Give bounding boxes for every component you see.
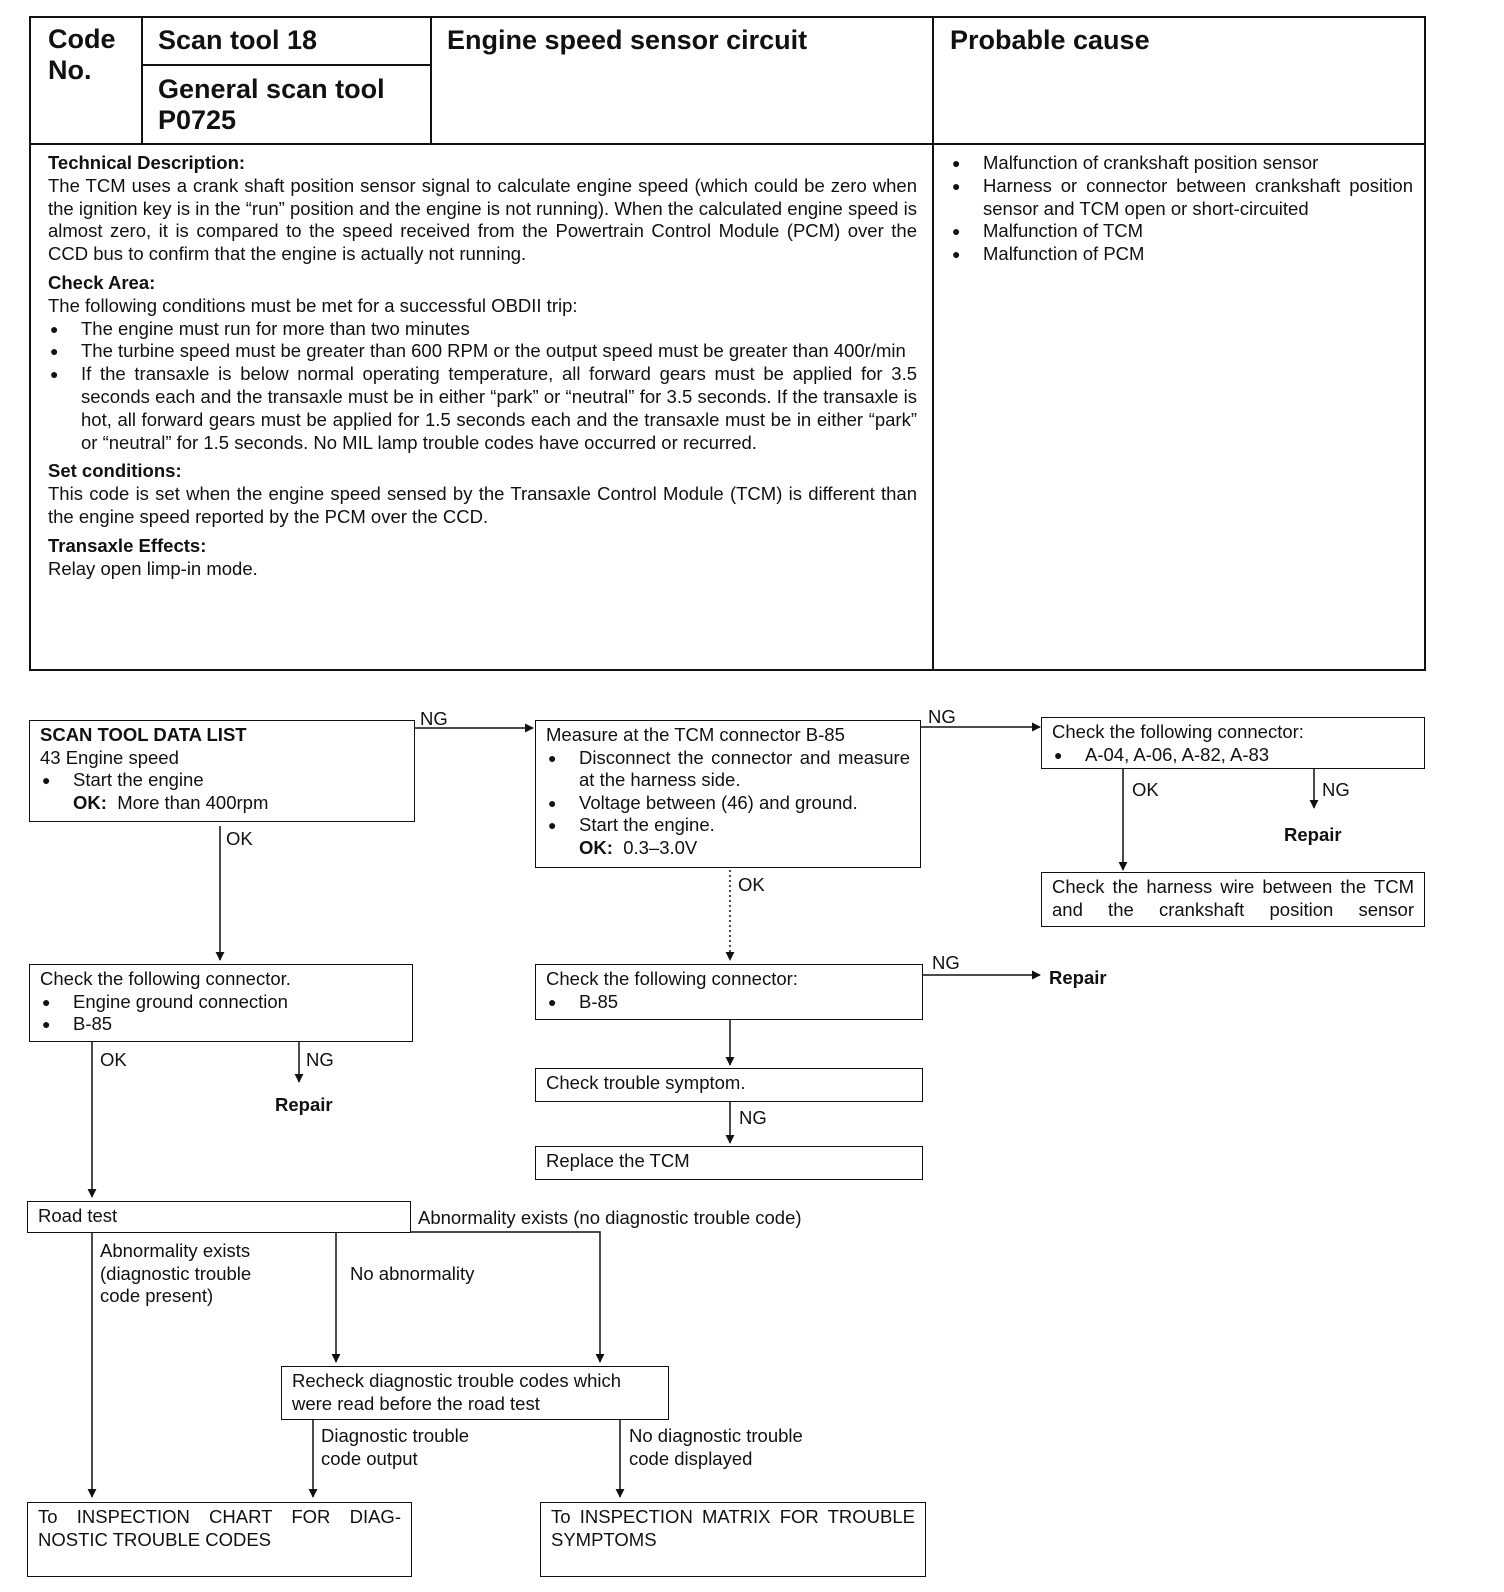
- ok-value: More than 400rpm: [117, 791, 269, 813]
- measure-box-title: Measure at the TCM connector B-85: [546, 724, 845, 745]
- check-connector-ground-list: [40, 991, 402, 1036]
- abnormality-dtc-line: (diagnostic trouble: [100, 1262, 252, 1284]
- dtc-output-line: code output: [321, 1447, 418, 1469]
- recheck-dtc-box: [281, 1366, 669, 1420]
- ok-label: OK: [1132, 779, 1159, 800]
- inspection-matrix-box: [540, 1502, 926, 1577]
- check-connector-b85-box: [535, 964, 923, 1020]
- scan-tool-label: Scan tool 18: [158, 25, 318, 55]
- check-connector-ground-box: [29, 964, 413, 1042]
- no-dtc-line: No diagnostic trouble: [629, 1425, 803, 1446]
- repair-label: Repair: [1284, 824, 1342, 845]
- replace-tcm-box: [535, 1146, 923, 1180]
- dtc-output-label: [321, 1425, 469, 1470]
- transaxle-effects-heading: Transaxle Effects:: [48, 534, 207, 556]
- measure-box-bullet: ● Voltage between (46) and ground.: [546, 792, 910, 815]
- ok-label: OK: [100, 1049, 127, 1070]
- check-connector-ground-bullet: ● Engine ground connection: [40, 991, 402, 1014]
- abnormality-dtc-label: [100, 1240, 251, 1308]
- scan-tool-box-list: [40, 769, 404, 792]
- scan-tool-box-item: 43 Engine speed: [40, 746, 179, 768]
- check-area-item: ● If the transaxle is below normal operating temperature, all forward gears must be applied for 3.5 seconds each and the transaxle must be in either “park” or “neutral” for 3.5 seconds. If the transaxle is hot, all forward gears must be applied for 1.5 seconds each and the transaxle must be in either “park” or “neutral” for 1.5 seconds. No MIL lamp trouble codes have occurred or recurred.: [48, 363, 917, 454]
- check-connector-a-title: Check the following connector:: [1052, 721, 1304, 742]
- inspection-chart-text: To INSPECTION CHART FOR DIAG-NOSTIC TROUBLE CODES: [38, 1506, 401, 1550]
- check-trouble-symptom-box: [535, 1068, 923, 1102]
- scan-tool-box-title: SCAN TOOL DATA LIST: [40, 724, 247, 745]
- repair-label: Repair: [275, 1094, 333, 1115]
- probable-cause-item: ● Malfunction of TCM: [950, 220, 1413, 243]
- check-connector-b85-list: [546, 991, 912, 1014]
- ok-value: 0.3–3.0V: [623, 836, 698, 858]
- general-scan-tool-text: General scan tool: [158, 74, 385, 104]
- abnormality-dtc-line: Abnormality exists: [100, 1240, 251, 1261]
- ng-label: NG: [928, 706, 956, 727]
- check-area-item: ● The engine must run for more than two minutes: [48, 318, 917, 341]
- dtc-output-line: Diagnostic trouble: [321, 1425, 470, 1446]
- ng-label: NG: [420, 708, 448, 729]
- check-connector-a-list: [1052, 744, 1414, 767]
- measure-box-bullet: ● Disconnect the connector and measure at the harness side.: [546, 747, 910, 792]
- measure-tcm-connector-box: [535, 720, 921, 868]
- check-area-intro: The following conditions must be met for a successful OBDII trip:: [48, 294, 578, 316]
- replace-tcm-text: Replace the TCM: [546, 1150, 690, 1171]
- measure-box-list: [546, 747, 910, 837]
- probable-cause-item: ● Malfunction of crankshaft position sensor: [950, 152, 1413, 175]
- set-conditions-heading: Set conditions:: [48, 460, 182, 482]
- abnormality-no-dtc-label: Abnormality exists (no diagnostic trouble code): [418, 1207, 802, 1228]
- check-harness-wire-text: Check the harness wire between the TCM and the crankshaft position sensor: [1052, 876, 1414, 920]
- probable-cause-item: ● Harness or connector between crankshaft position sensor and TCM open or short-circuited: [950, 175, 1413, 221]
- probable-cause-heading: Probable cause: [950, 25, 1150, 55]
- technical-description-heading: Technical Description:: [48, 152, 246, 173]
- check-connector-ground-title: Check the following connector.: [40, 968, 291, 989]
- ok-label: OK: [226, 828, 253, 849]
- check-connector-b85-title: Check the following connector:: [546, 968, 798, 989]
- no-abnormality-label: No abnormality: [350, 1263, 475, 1284]
- ng-label: NG: [739, 1107, 767, 1128]
- dtc-code: P0725: [158, 105, 237, 135]
- recheck-dtc-text: Recheck diagnostic trouble codes which were read before the road test: [292, 1370, 622, 1414]
- measure-box-ok: [546, 837, 910, 860]
- set-conditions-text: This code is set when the engine speed sensed by the Transaxle Control Module (TCM) is different than the engine speed reported by the PCM over the CCD.: [48, 483, 917, 527]
- check-harness-wire-box: [1041, 872, 1425, 927]
- page-title: Engine speed sensor circuit: [447, 25, 808, 55]
- check-connector-ground-bullet: ● B-85: [40, 1013, 402, 1036]
- no-dtc-line: code displayed: [629, 1447, 753, 1469]
- ok-label: OK:: [579, 836, 613, 858]
- transaxle-effects-text: Relay open limp-in mode.: [48, 557, 258, 579]
- probable-cause-item: ● Malfunction of PCM: [950, 243, 1413, 266]
- ng-label: NG: [932, 952, 960, 973]
- scan-tool-data-list-box: [29, 720, 415, 822]
- repair-label: Repair: [1049, 967, 1107, 988]
- technical-description-text: The TCM uses a crank shaft position sensor signal to calculate engine speed (which could be zero when the ignition key is in the “run” position and the engine is not running). When the calculated engine speed is almost zero, it is compared to the speed received from the Powertrain Control Module (PCM) over the CCD bus to confirm that the engine is actually not running.: [48, 174, 917, 265]
- ng-label: NG: [1322, 779, 1350, 800]
- check-area-heading: Check Area:: [48, 271, 156, 293]
- no-dtc-label: [629, 1425, 803, 1470]
- scan-tool-box-bullet: ● Start the engine: [40, 769, 404, 792]
- check-connector-b85-bullet: ● B-85: [546, 991, 912, 1014]
- ok-label: OK:: [73, 791, 107, 813]
- code-no-label: Code No.: [48, 24, 116, 85]
- abnormality-dtc-line: code present): [100, 1285, 214, 1306]
- ng-label: NG: [306, 1049, 334, 1070]
- check-connector-a-box: [1041, 717, 1425, 769]
- road-test-box: [27, 1201, 411, 1233]
- inspection-matrix-text: To INSPECTION MATRIX FOR TROUBLE SYMPTOMS: [551, 1506, 915, 1550]
- check-area-item: ● The turbine speed must be greater than 600 RPM or the output speed must be greater than 400r/min: [48, 340, 917, 363]
- measure-box-bullet: ● Start the engine.: [546, 814, 910, 837]
- ok-label: OK: [738, 874, 765, 895]
- road-test-text: Road test: [38, 1205, 118, 1226]
- check-trouble-symptom-text: Check trouble symptom.: [546, 1072, 746, 1093]
- check-connector-a-bullet: ● A-04, A-06, A-82, A-83: [1052, 744, 1414, 767]
- scan-tool-box-ok: [40, 792, 404, 815]
- inspection-chart-box: [27, 1502, 412, 1577]
